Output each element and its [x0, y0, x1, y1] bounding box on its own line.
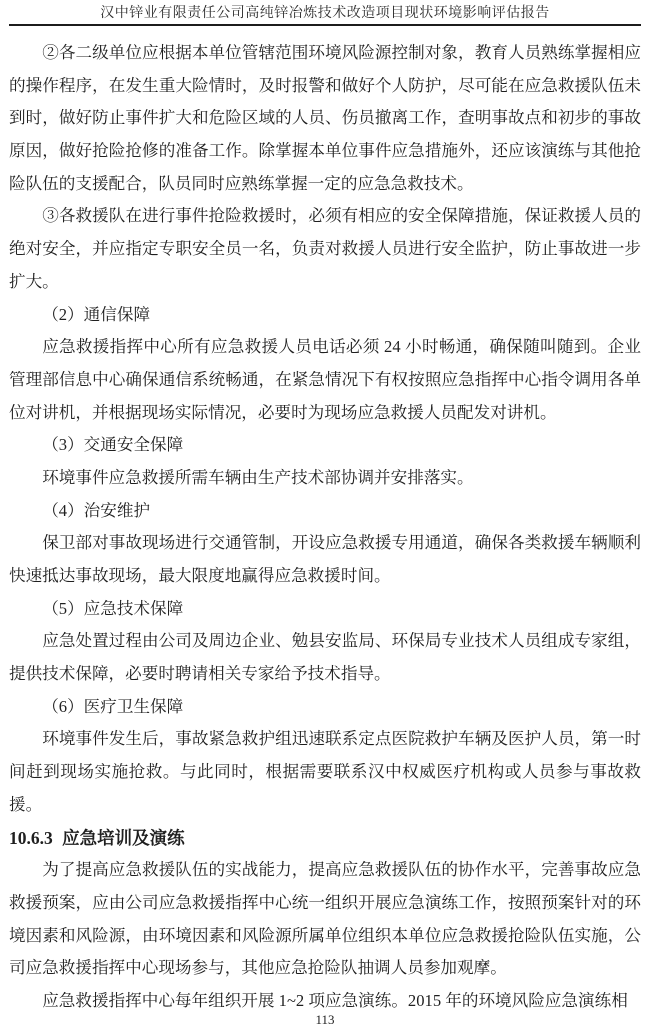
document-body	[9, 37, 641, 1018]
paragraph-rescue-team-safety: ③各救援队在进行事件抢险救援时，必须有相应的安全保障措施，保证救援人员的绝对安全，并应指定专职安全员一名，负责对救援人员进行安全监护，防止事故进一步扩大。	[9, 206, 641, 291]
page-number: 113	[315, 1012, 335, 1027]
paragraph-communication-support: 应急救援指挥中心所有应急救援人员电话必须 24 小时畅通，确保随叫随到。企业管理部信息中心确保通信系统畅通，在紧急情况下有权按照应急指挥中心指令调用各单位对讲机，并根据现场实际情况，必要时为现场应急救援人员配发对讲机。	[9, 337, 641, 422]
paragraph-public-order: 保卫部对事故现场进行交通管制，开设应急救援专用通道，确保各类救援车辆顺利快速抵达事故现场，最大限度地赢得应急救援时间。	[9, 533, 641, 585]
subitem-heading-traffic-safety-support: （3）交通安全保障	[42, 435, 184, 455]
paragraph-traffic-safety-support: 环境事件应急救援所需车辆由生产技术部协调并安排落实。	[42, 467, 474, 487]
report-title: 汉中锌业有限责任公司高纯锌冶炼技术改造项目现状环境影响评估报告	[100, 6, 550, 21]
page-footer	[0, 1012, 650, 1028]
subitem-heading-communication-support: （2）通信保障	[42, 304, 151, 324]
subitem-heading-medical-support: （6）医疗卫生保障	[42, 696, 184, 716]
section-heading-emergency-training-drill: 10.6.3 应急培训及演练	[9, 827, 185, 848]
subitem-heading-technical-support: （5）应急技术保障	[42, 598, 184, 618]
paragraph-secondary-units-duty: ②各二级单位应根据本单位管辖范围环境风险源控制对象，教育人员熟练掌握相应的操作程序，在发生重大险情时，及时报警和做好个人防护，尽可能在应急救援队伍未到时，做好防止事件扩大和危险区域的人员、伤员撤离工作，查明事故点和初步的事故原因，做好抢险抢修的准备工作。除掌握本单位事件应急措施外，还应该演练与其他抢险队伍的支援配合，队员同时应熟练掌握一定的应急急救技术。	[9, 43, 641, 193]
paragraph-medical-support: 环境事件发生后，事故紧急救护组迅速联系定点医院救护车辆及医护人员，第一时间赶到现场实施抢救。与此同时，根据需要联系汉中权威医疗机构或人员参与事故救援。	[9, 729, 641, 814]
page-header	[9, 0, 641, 26]
subitem-heading-public-order: （4）治安维护	[42, 500, 151, 520]
paragraph-drill-organization: 为了提高应急救援队伍的实战能力，提高应急救援队伍的协作水平，完善事故应急救援预案，应由公司应急救援指挥中心统一组织开展应急演练工作，按照预案针对的环境因素和风险源，由环境因素和风险源所属单位组织本单位应急救援抢险队伍实施，公司应急救援指挥中心现场参与，其他应急抢险队抽调人员参加观摩。	[9, 860, 641, 978]
paragraph-technical-support: 应急处置过程由公司及周边企业、勉县安监局、环保局专业技术人员组成专家组，提供技术保障，必要时聘请相关专家给予技术指导。	[9, 631, 641, 684]
paragraph-drill-frequency: 应急救援指挥中心每年组织开展 1~2 项应急演练。2015 年的环境风险应急演练相	[42, 990, 628, 1010]
